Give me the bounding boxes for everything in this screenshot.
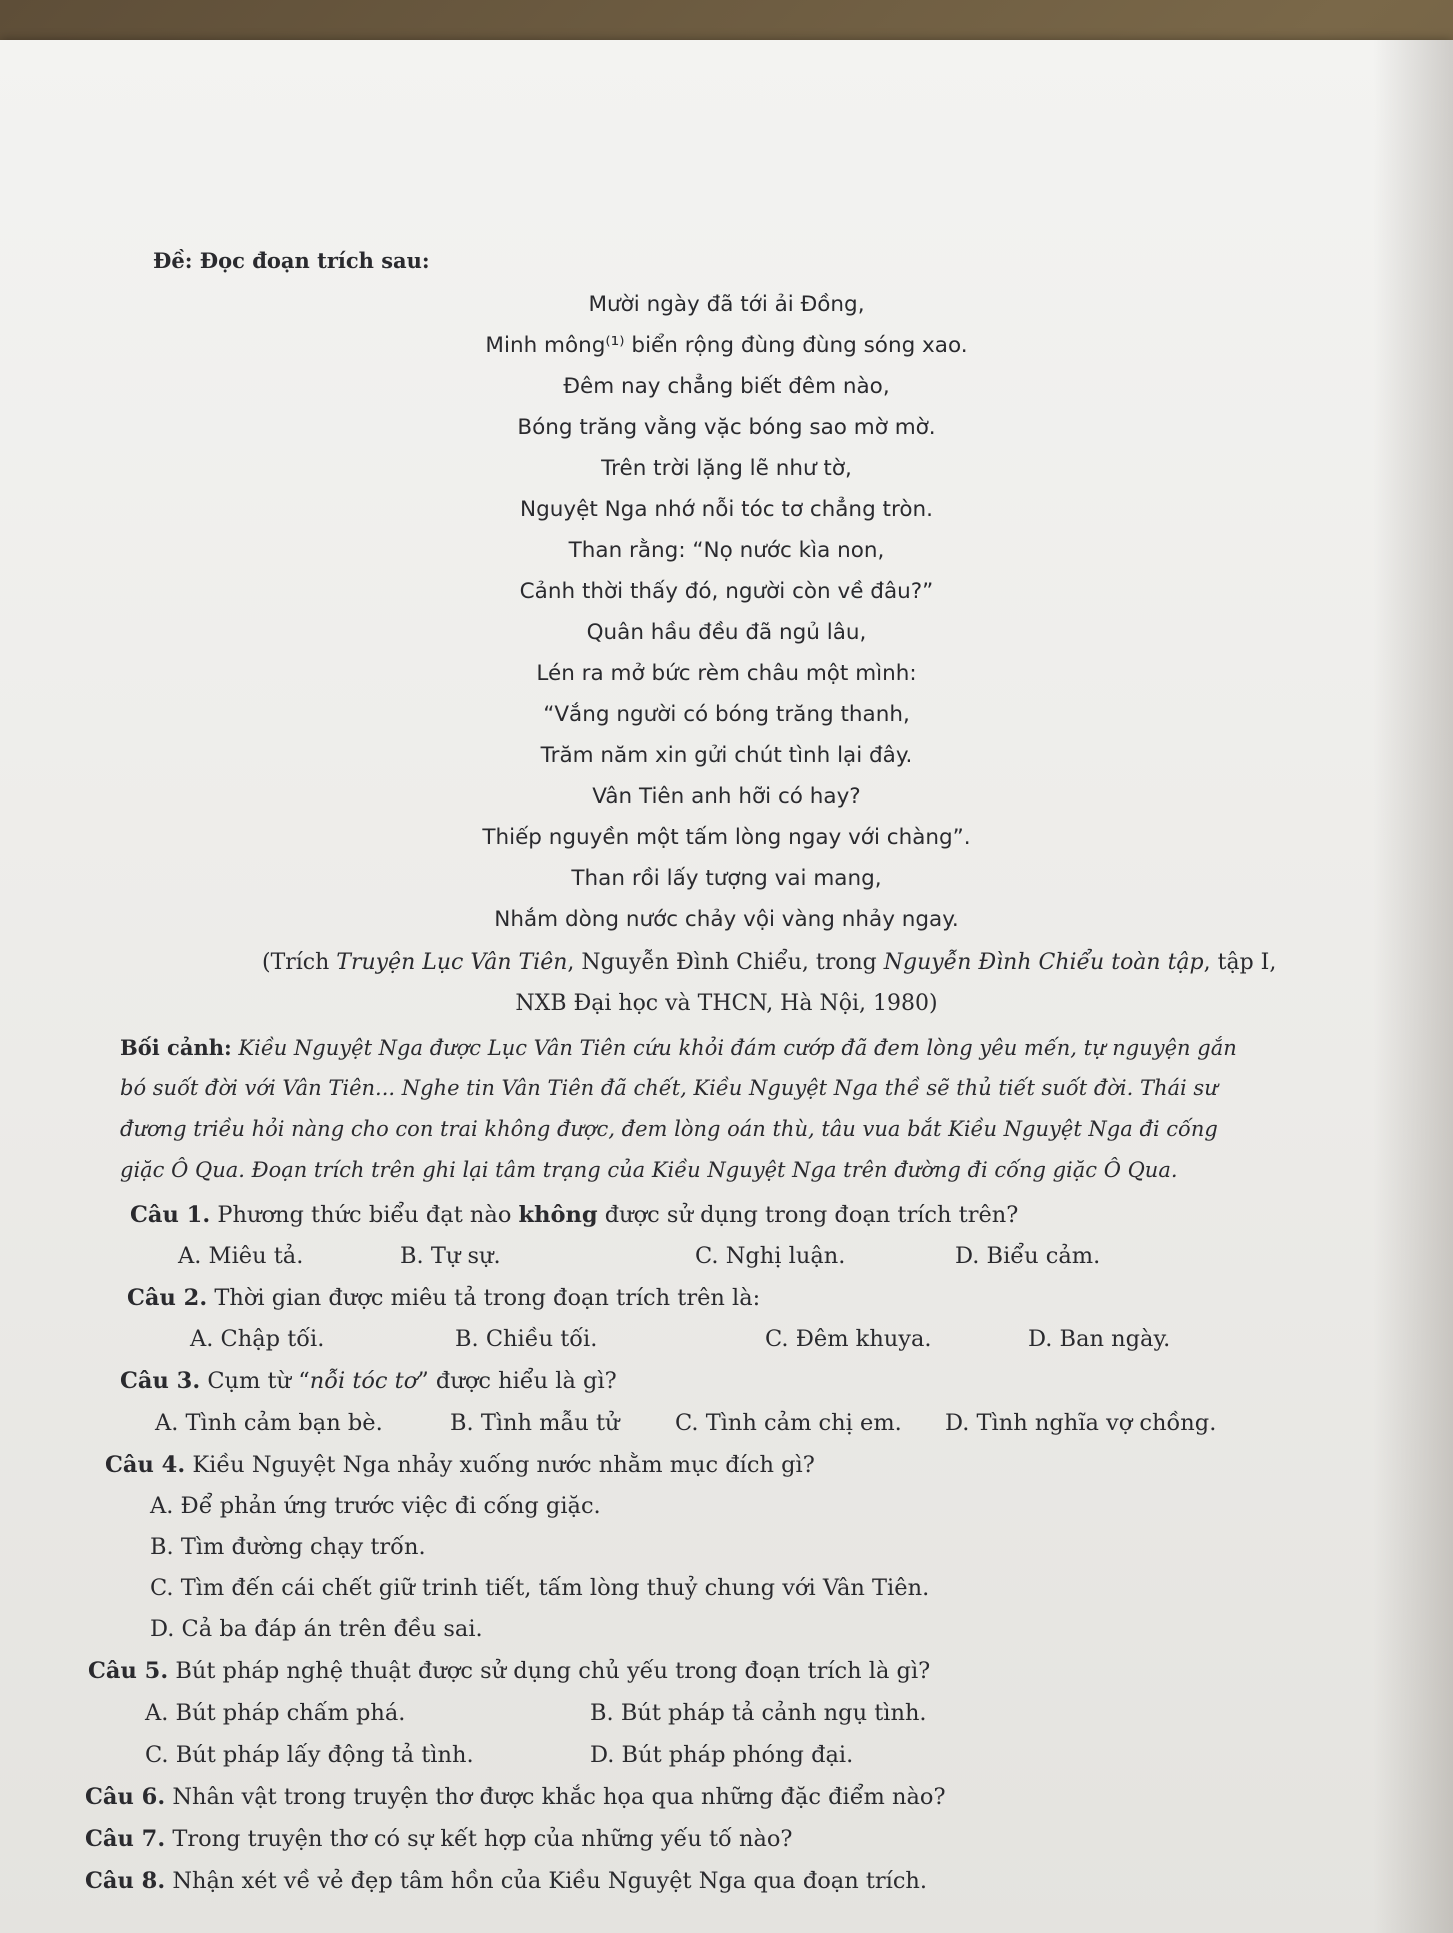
question-7: [85, 1826, 792, 1853]
question-label: Câu 1.: [130, 1202, 211, 1228]
question-text: Cụm từ “: [200, 1368, 310, 1394]
option-a: A. Chập tối.: [190, 1326, 325, 1352]
question-6: [85, 1784, 946, 1811]
question-3: [120, 1368, 617, 1395]
poem-line: Bóng trăng vằng vặc bóng sao mờ mờ.: [517, 415, 936, 440]
source-middle: , Nguyễn Đình Chiểu, trong: [567, 950, 884, 975]
context-line: giặc Ô Qua. Đoạn trích trên ghi lại tâm trạng của Kiều Nguyệt Nga trên đường đi cống giặc Ô Qua.: [120, 1158, 1178, 1182]
source-suffix: , tập I,: [1203, 950, 1277, 975]
poem-line: Lén ra mở bức rèm châu một mình:: [536, 661, 917, 686]
poem-line: Trăm năm xin gửi chút tình lại đây.: [540, 743, 913, 768]
question-label: Câu 6.: [85, 1784, 166, 1810]
option-b: B. Tự sự.: [400, 1243, 501, 1269]
poem-line: Minh mông⁽¹⁾ biển rộng đùng đùng sóng xao.: [485, 333, 968, 358]
poem-line: Nhắm dòng nước chảy vội vàng nhảy ngay.: [494, 907, 959, 932]
paper-shadow: [1373, 40, 1453, 1933]
option-b: B. Tìm đường chạy trốn.: [150, 1534, 426, 1560]
poem-line: Nguyệt Nga nhớ nỗi tóc tơ chẳng tròn.: [520, 497, 933, 522]
poem-line: “Vắng người có bóng trăng thanh,: [543, 702, 910, 727]
option-d: D. Cả ba đáp án trên đều sai.: [150, 1616, 483, 1642]
exam-paper: [0, 40, 1453, 1933]
context-text: Kiều Nguyệt Nga được Lục Vân Tiên cứu khỏi đám cướp đã đem lòng yêu mến, tự nguyện gắn: [231, 1036, 1237, 1060]
question-label: Câu 2.: [127, 1285, 208, 1311]
option-c: C. Tình cảm chị em.: [675, 1410, 902, 1436]
question-text: được sử dụng trong đoạn trích trên?: [597, 1202, 1019, 1228]
question-text: Thời gian được miêu tả trong đoạn trích trên là:: [207, 1285, 761, 1311]
option-d: D. Tình nghĩa vợ chồng.: [945, 1410, 1217, 1436]
question-text: Phương thức biểu đạt nào: [210, 1202, 519, 1228]
source-work-title: Truyện Lục Vân Tiên: [336, 950, 568, 975]
option-d: D. Bút pháp phóng đại.: [590, 1742, 854, 1768]
question-phrase: nỗi tóc tơ: [309, 1368, 418, 1394]
context-line: đương triều hỏi nàng cho con trai không được, đem lòng oán thù, tâu vua bắt Kiều Nguyệt Nga đi cống: [120, 1117, 1218, 1141]
context-line: [120, 1035, 1237, 1061]
poem-line: Cảnh thời thấy đó, người còn về đâu?”: [519, 579, 934, 604]
question-emphasis: không: [518, 1202, 598, 1228]
option-d: D. Biểu cảm.: [955, 1243, 1101, 1269]
question-4: [105, 1452, 815, 1479]
option-c: C. Tìm đến cái chết giữ trinh tiết, tấm lòng thuỷ chung với Vân Tiên.: [150, 1575, 930, 1601]
question-label: Câu 7.: [85, 1826, 166, 1852]
context-label: Bối cảnh:: [120, 1035, 232, 1060]
option-a: A. Bút pháp chấm phá.: [145, 1700, 406, 1726]
context-line: bó suốt đời với Vân Tiên... Nghe tin Vân Tiên đã chết, Kiều Nguyệt Nga thề sẽ thủ tiết suốt đời. Thái sư: [120, 1076, 1218, 1100]
option-a: A. Để phản ứng trước việc đi cống giặc.: [150, 1493, 601, 1519]
poem-line: Đêm nay chẳng biết đêm nào,: [563, 374, 890, 399]
option-c: C. Nghị luận.: [695, 1243, 846, 1269]
option-b: B. Chiều tối.: [455, 1326, 598, 1352]
poem-line: Vân Tiên anh hỡi có hay?: [592, 784, 861, 809]
option-b: B. Bút pháp tả cảnh ngụ tình.: [590, 1700, 927, 1726]
source-book-title: Nguyễn Đình Chiểu toàn tập: [883, 950, 1204, 975]
poem-line: Mười ngày đã tới ải Đồng,: [588, 292, 865, 317]
question-2: [127, 1285, 760, 1312]
source-citation: [262, 950, 1276, 976]
exam-heading: Đề: Đọc đoạn trích sau:: [153, 248, 430, 273]
question-text: Bút pháp nghệ thuật được sử dụng chủ yếu trong đoạn trích là gì?: [168, 1658, 931, 1684]
question-1: [130, 1202, 1018, 1229]
question-label: Câu 4.: [105, 1452, 186, 1478]
question-label: Câu 8.: [85, 1868, 166, 1894]
source-publisher: NXB Đại học và THCN, Hà Nội, 1980): [515, 991, 938, 1016]
question-8: [85, 1868, 927, 1895]
question-text: ” được hiểu là gì?: [417, 1368, 617, 1394]
option-d: D. Ban ngày.: [1028, 1326, 1171, 1352]
poem-line: Quân hầu đều đã ngủ lâu,: [586, 620, 867, 645]
poem-line: Thiếp nguyền một tấm lòng ngay với chàng”.: [482, 825, 971, 850]
question-text: Trong truyện thơ có sự kết hợp của những yếu tố nào?: [165, 1826, 793, 1852]
option-a: A. Miêu tả.: [178, 1243, 304, 1269]
question-label: Câu 3.: [120, 1368, 201, 1394]
poem-line: Than rồi lấy tượng vai mang,: [571, 866, 882, 891]
poem-line: Trên trời lặng lẽ như tờ,: [601, 456, 852, 481]
question-5: [88, 1658, 930, 1685]
question-text: Nhân vật trong truyện thơ được khắc họa qua những đặc điểm nào?: [165, 1784, 946, 1810]
question-text: Kiều Nguyệt Nga nhảy xuống nước nhằm mục đích gì?: [185, 1452, 815, 1478]
question-text: Nhận xét về vẻ đẹp tâm hồn của Kiều Nguyệt Nga qua đoạn trích.: [165, 1868, 928, 1894]
option-b: B. Tình mẫu tử: [450, 1410, 620, 1436]
option-c: C. Đêm khuya.: [765, 1326, 932, 1352]
option-a: A. Tình cảm bạn bè.: [155, 1410, 383, 1436]
poem-line: Than rằng: “Nọ nước kìa non,: [568, 538, 885, 563]
option-c: C. Bút pháp lấy động tả tình.: [145, 1742, 474, 1768]
question-label: Câu 5.: [88, 1658, 169, 1684]
source-prefix: (Trích: [262, 950, 337, 975]
